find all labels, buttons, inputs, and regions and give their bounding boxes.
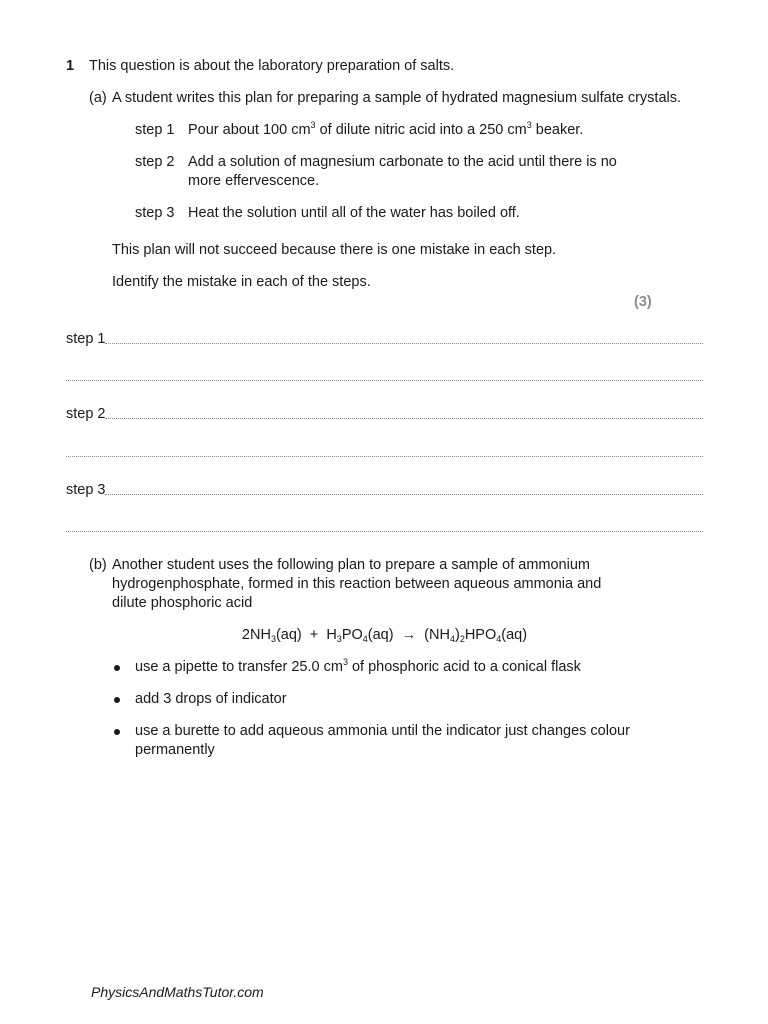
plan-step-3-text: Heat the solution until all of the water has boiled off. [188,205,520,221]
bullet-3-line1: use a burette to add aqueous ammonia until the indicator just changes colour [135,723,630,739]
part-b-intro-line2: hydrogenphosphate, formed in this reaction between aqueous ammonia and [112,576,602,592]
answer-line-step-2-continued[interactable] [66,456,703,457]
question-number: 1 [66,58,75,74]
marks-label: (3) [634,294,652,310]
plan-step-1-label: step 1 [135,122,175,138]
bullet-2-text: add 3 drops of indicator [135,691,287,707]
bullet-3-line2: permanently [135,742,215,758]
bullet-icon [114,729,120,735]
plan-step-2-label: step 2 [135,154,175,170]
part-b-intro-line3: dilute phosphoric acid [112,595,253,611]
answer-step-1-label: step 1 [66,331,106,347]
footer-watermark: PhysicsAndMathsTutor.com [91,984,264,1000]
answer-line-step-3[interactable] [105,494,703,495]
bullet-icon [114,697,120,703]
plan-step-3-label: step 3 [135,205,175,221]
part-b-intro-line1: Another student uses the following plan to prepare a sample of ammonium [112,557,590,573]
part-a-label: (a) [89,90,107,106]
bullet-1-text: use a pipette to transfer 25.0 $cm^3$ of phosphoric acid to a conical flask [135,657,581,675]
plan-step-2-line1: Add a solution of magnesium carbonate to the acid until there is no [188,154,617,170]
part-a-intro: A student writes this plan for preparing a sample of hydrated magnesium sulfate crystals. [112,90,682,106]
bullet-icon [114,665,120,671]
plan-statement: This plan will not succeed because there is one mistake in each step. [112,242,557,258]
plan-step-1-text: Pour about 100 $cm^3$ of dilute nitric acid into a 250 $cm^3$ beaker. [188,120,584,138]
answer-line-step-3-continued[interactable] [66,531,703,532]
answer-step-3-label: step 3 [66,482,106,498]
reaction-equation: $2NH_3(aq) + H_3PO_4(aq) \to (NH_4)_2HPO_4(aq)$ [241,627,528,644]
answer-line-step-1[interactable] [105,343,703,344]
plan-step-2-line2: more effervescence. [188,173,320,189]
answer-line-step-2[interactable] [105,418,703,419]
question-intro: This question is about the laboratory preparation of salts. [89,58,455,74]
answer-step-2-label: step 2 [66,406,106,422]
part-b-label: (b) [89,557,107,573]
plan-instruction: Identify the mistake in each of the steps. [112,274,371,290]
answer-line-step-1-continued[interactable] [66,380,703,381]
